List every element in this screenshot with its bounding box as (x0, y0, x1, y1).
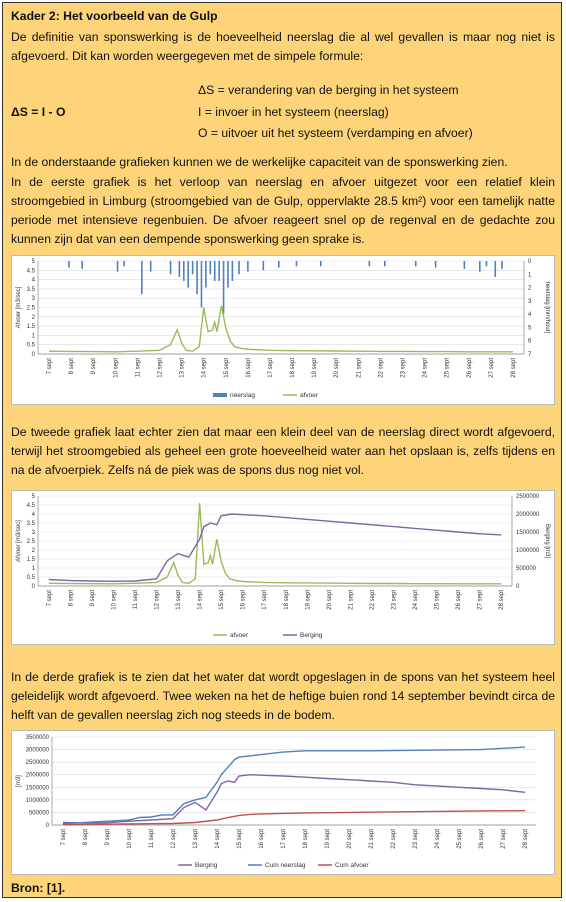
y-tick-label: 2.5 (26, 539, 35, 545)
y-right-tick-label: 2 (528, 285, 532, 292)
bar-neerslag (117, 261, 119, 272)
bar-neerslag (296, 261, 298, 266)
x-tick-label: 13 sept (176, 590, 183, 610)
y-tick-label: 2000000 (25, 772, 49, 779)
x-tick-label: 27 sept (477, 590, 484, 610)
y-tick-label: 2 (31, 548, 35, 554)
bar-neerslag (192, 261, 194, 274)
legend-label: afvoer (230, 632, 249, 639)
y-tick-label: 2.5 (26, 305, 35, 312)
paragraph-1: In de onderstaande grafieken kunnen we de werkelijke capaciteit van de sponswerking zien. (11, 155, 508, 169)
x-tick-label: 14 sept (201, 358, 208, 378)
y-tick-label: 1 (31, 333, 35, 340)
bar-neerslag (278, 261, 280, 268)
y-tick-label: 0.5 (26, 342, 35, 349)
x-tick-label: 13 sept (193, 829, 199, 849)
x-tick-label: 28 sept (510, 358, 517, 378)
x-tick-label: 22 sept (369, 590, 376, 610)
y-tick-label: 1.5 (26, 324, 35, 331)
y-tick-label: 1 (31, 566, 35, 572)
y-tick-label: 0 (31, 584, 35, 590)
x-tick-label: 15 sept (223, 358, 230, 378)
bar-neerslag (187, 261, 189, 288)
y-tick-label: 3500000 (25, 735, 49, 741)
x-tick-label: 18 sept (283, 590, 290, 610)
bar-neerslag (479, 261, 481, 272)
x-tick-label: 18 sept (303, 829, 309, 849)
x-tick-label: 8 sept (69, 358, 76, 375)
y-tick-label: 2 (31, 314, 35, 321)
y-tick-label: 500000 (28, 810, 49, 817)
x-tick-label: 21 sept (369, 829, 375, 849)
x-tick-label: 10 sept (111, 590, 118, 610)
source-note: Bron: [1]. (11, 881, 66, 895)
x-tick-label: 24 sept (422, 358, 429, 378)
bar-neerslag (141, 261, 143, 294)
x-tick-label: 25 sept (444, 358, 451, 378)
definition-item: I = invoer in het systeem (neerslag) (198, 105, 389, 119)
chart-neerslag-afvoer (11, 255, 555, 405)
y-tick-label: 0 (45, 823, 49, 829)
bar-neerslag (369, 261, 371, 266)
x-tick-label: 17 sept (281, 829, 287, 849)
x-tick-label: 10 sept (113, 358, 120, 378)
x-tick-label: 15 sept (219, 590, 226, 610)
x-tick-label: 16 sept (240, 590, 247, 610)
x-tick-label: 21 sept (356, 358, 363, 378)
legend-label: Berging (195, 862, 218, 869)
x-tick-label: 17 sept (262, 590, 269, 610)
legend-label: Cum neerslag (265, 862, 306, 869)
bar-neerslag (501, 261, 503, 269)
bar-neerslag (123, 261, 125, 266)
y-right-tick-label: 1 (528, 272, 532, 279)
chart-afvoer-berging (11, 490, 555, 645)
series-line-cum-afvoer (63, 811, 525, 825)
legend-label: neerslag (230, 392, 255, 399)
series-line-afvoer (49, 503, 501, 584)
x-tick-label: 19 sept (305, 590, 312, 610)
y-tick-label: 1000000 (25, 797, 49, 804)
bar-neerslag (464, 261, 466, 269)
x-tick-label: 28 sept (523, 829, 529, 849)
x-tick-label: 23 sept (400, 358, 407, 378)
bar-neerslag (170, 261, 172, 274)
definition-item: O = uitvoer uit het systeem (verdamping en afvoer) (198, 126, 473, 140)
series-line-berging (49, 514, 501, 581)
x-tick-label: 12 sept (157, 358, 164, 378)
bar-neerslag (68, 261, 70, 268)
x-tick-label: 7 sept (47, 358, 54, 375)
formula: ΔS = I - O (11, 105, 66, 119)
x-tick-label: 24 sept (413, 590, 420, 610)
chart-svg (12, 731, 554, 874)
y-tick-label: 3.5 (26, 521, 35, 527)
bar-neerslag (263, 261, 265, 270)
bar-neerslag (238, 261, 240, 274)
x-tick-label: 19 sept (312, 358, 319, 378)
bar-neerslag (247, 261, 249, 272)
bar-neerslag (384, 261, 386, 266)
x-tick-label: 11 sept (132, 590, 139, 610)
y-axis-label: Afvoer [m3/sec] (16, 286, 22, 329)
bar-neerslag (214, 261, 216, 281)
y-right-tick-label: 2500000 (516, 494, 540, 500)
y-tick-label: 5 (31, 494, 35, 500)
x-tick-label: 26 sept (479, 829, 485, 849)
legend-label: Berging (300, 632, 323, 639)
x-tick-label: 26 sept (456, 590, 463, 610)
y-tick-label: 1.5 (26, 557, 35, 563)
x-tick-label: 11 sept (149, 829, 155, 849)
x-tick-label: 25 sept (434, 590, 441, 610)
y-right-tick-label: 0 (528, 259, 532, 265)
y-tick-label: 4 (31, 277, 35, 284)
legend-label: Cum afvoer (335, 862, 369, 869)
y-right-tick-label: 3 (528, 298, 532, 305)
bar-neerslag (210, 261, 212, 274)
legend-swatch (213, 393, 227, 397)
y-right-tick-label: 500000 (516, 566, 537, 572)
x-tick-label: 26 sept (466, 358, 473, 378)
y-tick-label: 1500000 (25, 785, 49, 792)
x-tick-label: 9 sept (91, 358, 98, 375)
x-tick-label: 12 sept (154, 590, 161, 610)
legend-label: afvoer (300, 392, 319, 399)
paragraph-2: In de eerste grafiek is het verloop van neerslag en afvoer uitgezet voor een relatief klein stroomgebied in Limburg (stroomgebied van de Gulp, oppervlakte 28.5 km²) voor een tamelijk natte periode met intensieve regenbuien. De afvoer reageert snel op de regenval en de gedachte zou kunnen zijn dat van een dempende sponswerking geen sprake is. (11, 175, 555, 246)
x-tick-label: 23 sept (391, 590, 398, 610)
y-tick-label: 3 (31, 530, 35, 536)
bar-neerslag (415, 261, 417, 266)
bar-neerslag (494, 261, 496, 277)
y-tick-label: 4.5 (26, 268, 35, 275)
y-right-tick-label: 1000000 (516, 548, 540, 554)
x-tick-label: 8 sept (68, 590, 75, 607)
y-tick-label: 3000000 (25, 747, 49, 754)
x-tick-label: 20 sept (334, 358, 341, 378)
x-tick-label: 14 sept (215, 829, 221, 849)
x-tick-label: 11 sept (135, 358, 142, 378)
paragraph-3: De tweede grafiek laat echter zien dat maar een klein deel van de neerslag direct wordt afgevoerd, terwijl het stroomgebied als geheel een grote hoeveelheid water aan het opslaan is, zelfs tijdens en na de afvoerpiek. Zelfs ná de piek was de spons dus nog niet vol. (11, 425, 555, 477)
x-tick-label: 16 sept (259, 829, 265, 849)
x-tick-label: 8 sept (83, 829, 89, 846)
x-tick-label: 27 sept (488, 358, 495, 378)
bar-neerslag (81, 261, 83, 269)
x-tick-label: 18 sept (290, 358, 297, 378)
bar-neerslag (183, 261, 185, 281)
series-line-berging (63, 775, 525, 823)
bar-neerslag (320, 261, 322, 266)
x-tick-label: 27 sept (501, 829, 507, 849)
x-tick-label: 9 sept (89, 590, 96, 607)
y-tick-label: 3.5 (26, 286, 35, 293)
bar-neerslag (179, 261, 181, 277)
bar-neerslag (486, 261, 488, 266)
x-tick-label: 14 sept (197, 590, 204, 610)
y-right-tick-label: 7 (528, 352, 532, 358)
y-right-tick-label: 2000000 (516, 512, 540, 518)
y-right-axis-label: neerslag [mm/hour] (544, 281, 550, 334)
y-tick-label: 4.5 (26, 503, 35, 509)
y-right-tick-label: 0 (516, 584, 520, 590)
x-tick-label: 7 sept (61, 829, 67, 846)
intro-paragraph: De definitie van sponswerking is de hoeveelheid neerslag die al wel gevallen is maar nog niet is afgevoerd. Dit kan worden weergegeven met de simpele formule: (11, 30, 555, 63)
x-tick-label: 22 sept (378, 358, 385, 378)
x-tick-label: 15 sept (237, 829, 243, 849)
y-tick-label: 4 (31, 512, 35, 518)
y-right-tick-label: 6 (528, 338, 532, 345)
x-tick-label: 23 sept (413, 829, 419, 849)
bar-neerslag (150, 261, 152, 272)
x-tick-label: 13 sept (179, 358, 186, 378)
y-tick-label: 0.5 (26, 575, 35, 581)
x-tick-label: 20 sept (326, 590, 333, 610)
box-title: Kader 2: Het voorbeeld van de Gulp (11, 9, 218, 23)
bar-neerslag (201, 261, 203, 308)
x-tick-label: 12 sept (171, 829, 177, 849)
x-tick-label: 9 sept (105, 829, 111, 846)
bar-neerslag (227, 261, 229, 288)
y-right-tick-label: 4 (528, 312, 532, 319)
x-tick-label: 25 sept (457, 829, 463, 849)
x-tick-label: 22 sept (391, 829, 397, 849)
y-right-axis-label: Berging [m3] (544, 523, 550, 559)
bar-neerslag (435, 261, 437, 268)
y-axis-label: Afvoer [m3/sec] (16, 520, 22, 562)
x-tick-label: 20 sept (347, 829, 353, 849)
y-tick-label: 2500000 (25, 760, 49, 767)
x-tick-label: 28 sept (499, 590, 506, 610)
definition-item: ΔS = verandering van de berging in het systeem (198, 83, 459, 97)
y-tick-label: 5 (31, 259, 35, 265)
x-tick-label: 17 sept (267, 358, 274, 378)
y-right-tick-label: 1500000 (516, 530, 540, 536)
x-tick-label: 19 sept (325, 829, 331, 849)
y-axis-label: [m3] (16, 775, 22, 787)
info-box (2, 2, 562, 898)
chart-svg (12, 491, 554, 644)
x-tick-label: 7 sept (46, 590, 53, 607)
paragraph-4: In de derde grafiek is te zien dat het water dat wordt opgeslagen in de spons van het systeem heel geleidelijk wordt afgevoerd. Twee weken na het de heftige buien rond 14 september bevindt circa de helft van de gevallen neerslag zich nog steeds in de bodem. (11, 670, 555, 722)
bar-neerslag (218, 261, 220, 281)
chart-svg (12, 256, 554, 404)
x-tick-label: 16 sept (245, 358, 252, 378)
bar-neerslag (223, 261, 225, 314)
y-tick-label: 0 (31, 352, 35, 358)
x-tick-label: 24 sept (435, 829, 441, 849)
y-tick-label: 3 (31, 296, 35, 303)
bar-neerslag (205, 261, 207, 288)
chart-cumulatief (11, 730, 555, 875)
bar-neerslag (232, 261, 234, 281)
y-right-tick-label: 5 (528, 325, 532, 332)
bar-neerslag (196, 261, 198, 294)
x-tick-label: 10 sept (127, 829, 133, 849)
x-tick-label: 21 sept (348, 590, 355, 610)
